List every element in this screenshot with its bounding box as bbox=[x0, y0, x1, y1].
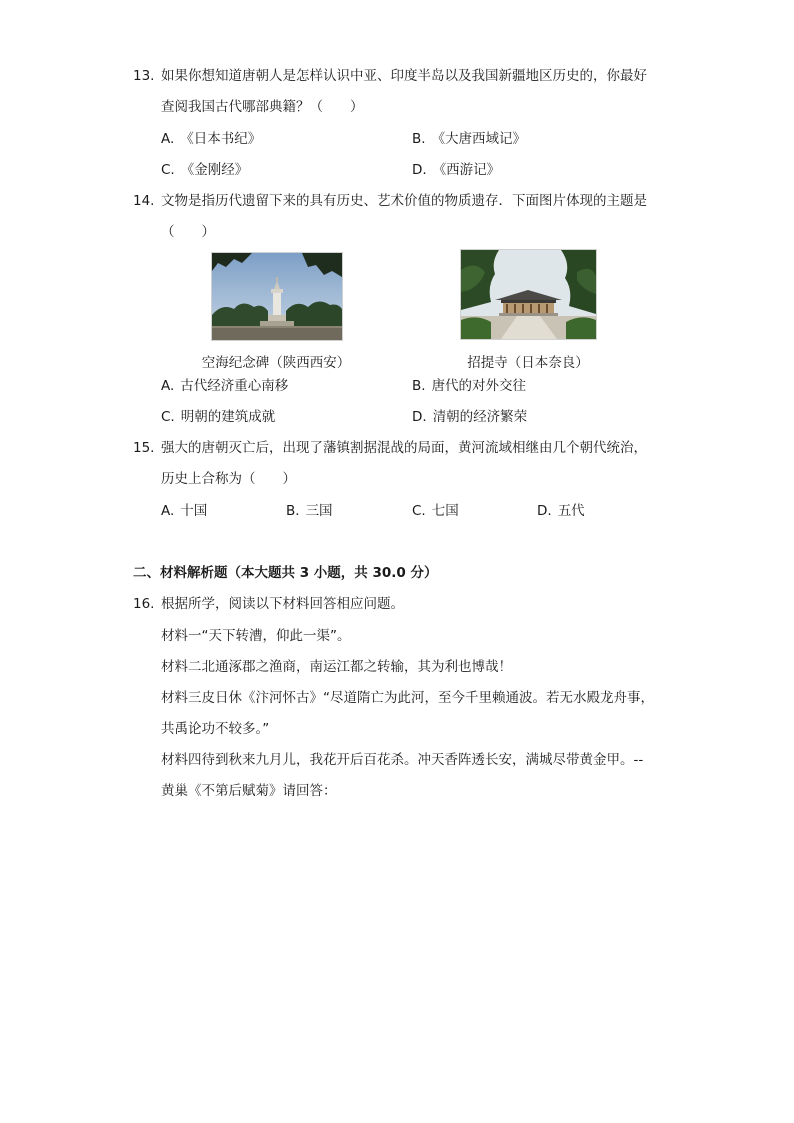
option-text: 七国 bbox=[431, 503, 459, 519]
option-text: 《金刚经》 bbox=[180, 162, 249, 178]
question-14-option-a[interactable] bbox=[161, 377, 288, 395]
question-16-line-4: 材料三皮日休《汴河怀古》“尽道隋亡为此河，至今千里赖通波。若无水殿龙舟事， bbox=[161, 690, 654, 706]
kukai-memorial-photo bbox=[211, 252, 343, 341]
option-letter: C. bbox=[161, 409, 175, 425]
question-16-line-6: 材料四待到秋来九月儿，我花开后百花杀。冲天香阵透长安，满城尽带黄金甲。-- bbox=[161, 752, 644, 768]
option-text: 明朝的建筑成就 bbox=[180, 409, 276, 425]
option-letter: B. bbox=[286, 503, 300, 519]
question-14-number: 14. bbox=[133, 193, 155, 209]
question-13-stem-line-2: 查阅我国古代哪部典籍？（ ） bbox=[161, 99, 364, 115]
question-15-option-c[interactable] bbox=[412, 502, 459, 520]
option-text: 《日本书纪》 bbox=[180, 131, 262, 147]
option-letter: C. bbox=[412, 503, 426, 519]
option-letter: B. bbox=[412, 378, 426, 394]
question-14-option-c[interactable] bbox=[161, 408, 275, 426]
option-letter: D. bbox=[412, 162, 427, 178]
option-text: 《西游记》 bbox=[432, 162, 501, 178]
option-text: 五代 bbox=[557, 503, 585, 519]
option-letter: D. bbox=[412, 409, 427, 425]
option-text: 十国 bbox=[180, 503, 208, 519]
question-13-option-b[interactable] bbox=[412, 130, 526, 148]
option-text: 三国 bbox=[305, 503, 333, 519]
option-text: 唐代的对外交往 bbox=[431, 378, 527, 394]
question-13-option-a[interactable] bbox=[161, 130, 261, 148]
kukai-memorial-caption: 空海纪念碑（陕西西安） bbox=[201, 355, 351, 371]
question-15-option-b[interactable] bbox=[286, 502, 333, 520]
toshodaiji-temple-caption: 招提寺（日本奈良） bbox=[467, 355, 589, 371]
question-16-line-3: 材料二北通涿郡之渔商，南运江都之转输，其为利也博哉！ bbox=[161, 659, 512, 675]
question-13-option-d[interactable] bbox=[412, 161, 500, 179]
option-letter: A. bbox=[161, 131, 175, 147]
option-text: 清朝的经济繁荣 bbox=[432, 409, 528, 425]
question-15-stem-line-1: 强大的唐朝灭亡后，出现了藩镇割据混战的局面，黄河流域相继由几个朝代统治， bbox=[161, 440, 647, 456]
question-13-number: 13. bbox=[133, 68, 155, 84]
question-15-option-d[interactable] bbox=[537, 502, 585, 520]
question-16-number: 16. bbox=[133, 596, 155, 612]
question-16-line-1: 根据所学，阅读以下材料回答相应问题。 bbox=[161, 596, 404, 612]
option-text: 古代经济重心南移 bbox=[180, 378, 289, 394]
option-letter: A. bbox=[161, 378, 175, 394]
question-15-option-a[interactable] bbox=[161, 502, 207, 520]
question-16-line-7: 黄巢《不第后赋菊》请回答： bbox=[161, 783, 337, 799]
question-14-option-b[interactable] bbox=[412, 377, 526, 395]
question-14-stem-line-2: （ ） bbox=[161, 224, 215, 240]
question-16-line-2: 材料一“天下转漕，仰此一渠”。 bbox=[161, 628, 351, 644]
section-2-heading: 二、材料解析题（本大题共 3 小题，共 30.0 分） bbox=[133, 565, 438, 581]
option-letter: A. bbox=[161, 503, 175, 519]
toshodaiji-temple-image bbox=[461, 250, 596, 339]
question-14-option-d[interactable] bbox=[412, 408, 527, 426]
option-letter: C. bbox=[161, 162, 175, 178]
question-15-number: 15. bbox=[133, 440, 155, 456]
toshodaiji-temple-photo bbox=[460, 249, 597, 340]
question-14-stem-line-1: 文物是指历代遗留下来的具有历史、艺术价值的物质遗存．下面图片体现的主题是 bbox=[161, 193, 647, 209]
option-letter: B. bbox=[412, 131, 426, 147]
question-16-line-5: 共禹论功不较多。” bbox=[161, 721, 270, 737]
question-15-stem-line-2: 历史上合称为（ ） bbox=[161, 471, 296, 487]
question-13-stem-line-1: 如果你想知道唐朝人是怎样认识中亚、印度半岛以及我国新疆地区历史的，你最好 bbox=[161, 68, 647, 84]
question-13-option-c[interactable] bbox=[161, 161, 248, 179]
option-text: 《大唐西域记》 bbox=[431, 131, 527, 147]
kukai-memorial-image bbox=[212, 253, 342, 340]
option-letter: D. bbox=[537, 503, 552, 519]
